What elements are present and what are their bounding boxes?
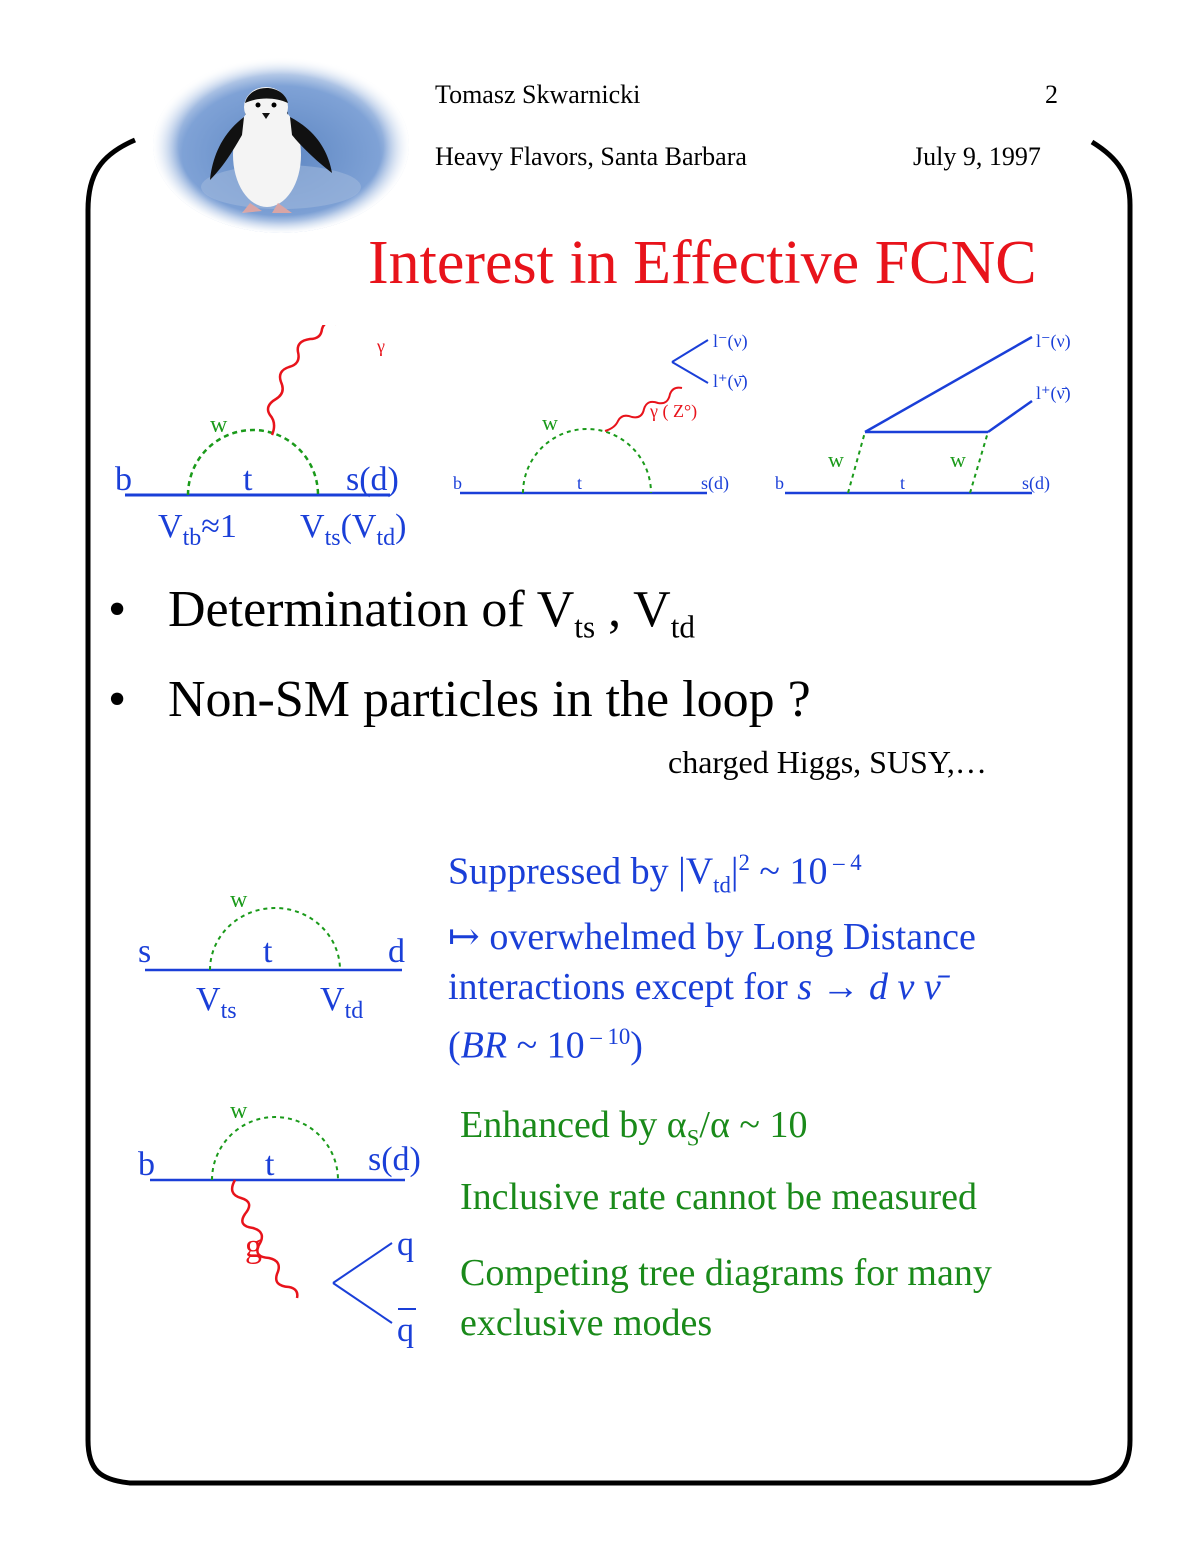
s-to-d-diagram	[130, 880, 430, 1040]
s-quark-label: s	[138, 933, 152, 970]
b-quark-label: b	[775, 473, 784, 493]
t-quark-label: t	[265, 1146, 275, 1183]
w-label: w	[210, 412, 228, 438]
w-label: w	[230, 1098, 248, 1124]
w-label: w	[230, 887, 248, 913]
g-label: g	[245, 1228, 262, 1265]
b-quark-label: b	[453, 473, 462, 493]
page-title: Interest in Effective FCNC	[368, 229, 1037, 297]
q-label: q	[397, 1226, 414, 1263]
penguin-photon-diagram	[100, 325, 440, 560]
enhanced-line4: exclusive modes	[460, 1302, 713, 1344]
t-quark-label: t	[577, 473, 583, 493]
penguin-z-diagram	[445, 325, 765, 505]
enhanced-line2: Inclusive rate cannot be measured	[460, 1176, 977, 1218]
date: July 9, 1997	[913, 142, 1041, 171]
non-sm-examples: charged Higgs, SUSY,…	[668, 744, 987, 780]
bullet-determination: • Determination of $V_{ts}$ , $V_{td}$	[108, 581, 695, 645]
gluon-penguin-diagram	[130, 1095, 440, 1355]
box-diagram	[770, 325, 1100, 505]
w2-label: w	[950, 447, 966, 472]
suppressed-line1: Suppressed by $|V_{td}|^2$ ~ 10 $^{- 4}$	[448, 850, 862, 898]
b-quark-label: b	[138, 1146, 155, 1183]
d-quark-label: d	[388, 933, 405, 970]
suppressed-line3: interactions except for s → d ν ν̄	[448, 966, 941, 1008]
vtb-label: $V_{tb}\approx 1$	[158, 508, 237, 551]
suppressed-line2: ↦ overwhelmed by Long Distance	[448, 916, 976, 958]
gamma-z-label: γ ( Z°)	[650, 401, 698, 421]
t-quark-label: t	[263, 933, 273, 970]
lminus-label: l⁻(ν)	[713, 331, 748, 351]
t-quark-label: t	[243, 461, 253, 498]
w1-label: w	[828, 447, 844, 472]
page-number: 2	[1045, 80, 1058, 109]
lplus-label: l⁺(ν̄)	[1036, 383, 1071, 403]
conference-name: Heavy Flavors, Santa Barbara	[435, 142, 747, 171]
vts-vtd-label: $V_{ts}(V_{td})$	[300, 508, 407, 551]
vtd-label: $V_{td}$	[320, 981, 364, 1024]
t-quark-label: t	[900, 473, 906, 493]
vts-label: $V_{ts}$	[196, 981, 237, 1024]
bullet-non-sm: • Non-SM particles in the loop ?	[108, 671, 811, 728]
b-quark-label: b	[115, 461, 132, 498]
lplus-label: l⁺(ν̄)	[713, 371, 748, 391]
enhanced-line1: Enhanced by $\alpha_S/\alpha$ ~ 10	[460, 1104, 808, 1151]
gamma-label: γ	[377, 336, 385, 356]
sd-quark-label: s(d)	[368, 1141, 421, 1178]
lminus-label: l⁻(ν)	[1036, 331, 1071, 351]
decay-formula: s → d ν ν̄	[797, 966, 941, 1008]
suppressed-line4: (BR ~ 10 $^{- 10}$)	[448, 1024, 643, 1067]
sd-quark-label: s(d)	[346, 461, 399, 498]
sd-quark-label: s(d)	[701, 473, 729, 493]
w-label: w	[542, 410, 558, 435]
author-name: Tomasz Skwarnicki	[435, 80, 641, 109]
sd-quark-label: s(d)	[1022, 473, 1050, 493]
penguin-logo	[150, 55, 412, 235]
enhanced-line3: Competing tree diagrams for many	[460, 1252, 992, 1294]
qbar-label: q	[397, 1312, 414, 1349]
